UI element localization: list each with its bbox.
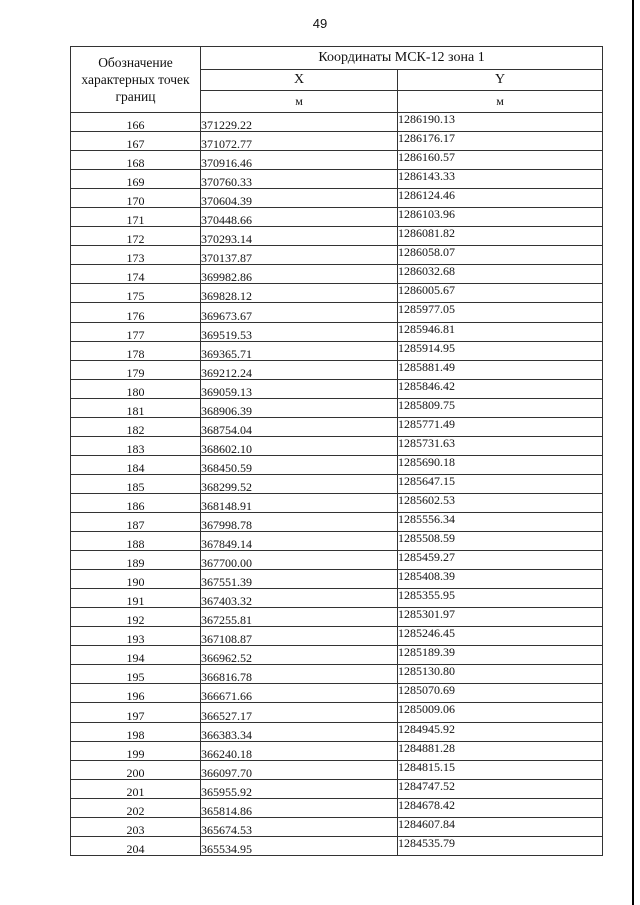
x-coordinate-cell: 369519.53	[201, 322, 398, 341]
point-cell: 184	[71, 455, 201, 474]
x-coordinate-cell: 369365.71	[201, 341, 398, 360]
x-coordinate-cell: 366816.78	[201, 665, 398, 684]
table-row	[71, 113, 603, 132]
point-cell: 166	[71, 113, 201, 132]
y-coordinate-cell: 1285459.27	[398, 551, 603, 570]
table-row	[71, 608, 603, 627]
x-coordinate-cell: 371072.77	[201, 132, 398, 151]
y-coordinate-cell: 1285355.95	[398, 589, 603, 608]
y-coordinate-cell: 1286176.17	[398, 132, 603, 151]
y-coordinate-cell: 1285408.39	[398, 570, 603, 589]
x-coordinate-cell: 368450.59	[201, 455, 398, 474]
point-cell: 173	[71, 246, 201, 265]
point-cell: 185	[71, 474, 201, 493]
x-coordinate-cell: 367255.81	[201, 608, 398, 627]
y-coordinate-cell: 1285246.45	[398, 627, 603, 646]
x-coordinate-cell: 367998.78	[201, 512, 398, 531]
x-coordinate-cell: 369673.67	[201, 303, 398, 322]
point-cell: 202	[71, 798, 201, 817]
point-cell: 190	[71, 570, 201, 589]
y-coordinate-cell: 1285009.06	[398, 703, 603, 722]
table-row	[71, 360, 603, 379]
y-coordinate-cell: 1286143.33	[398, 170, 603, 189]
table-row	[71, 532, 603, 551]
y-coordinate-cell: 1284881.28	[398, 741, 603, 760]
x-coordinate-cell: 371229.22	[201, 113, 398, 132]
x-coordinate-cell: 366097.70	[201, 760, 398, 779]
point-cell: 180	[71, 379, 201, 398]
y-coordinate-cell: 1286081.82	[398, 227, 603, 246]
table-row	[71, 151, 603, 170]
table-row	[71, 265, 603, 284]
header-x-label: X	[201, 70, 398, 91]
x-coordinate-cell: 365534.95	[201, 836, 398, 855]
header-x-unit: м	[201, 91, 398, 113]
y-coordinate-cell: 1285189.39	[398, 646, 603, 665]
table-row	[71, 512, 603, 531]
x-coordinate-cell: 370293.14	[201, 227, 398, 246]
x-coordinate-cell: 367849.14	[201, 532, 398, 551]
point-cell: 193	[71, 627, 201, 646]
table-row	[71, 646, 603, 665]
x-coordinate-cell: 366671.66	[201, 684, 398, 703]
y-coordinate-cell: 1285771.49	[398, 417, 603, 436]
x-coordinate-cell: 370916.46	[201, 151, 398, 170]
y-coordinate-cell: 1286032.68	[398, 265, 603, 284]
x-coordinate-cell: 368148.91	[201, 493, 398, 512]
table-row	[71, 798, 603, 817]
table-row	[71, 741, 603, 760]
y-coordinate-cell: 1286103.96	[398, 208, 603, 227]
point-cell: 183	[71, 436, 201, 455]
point-cell: 198	[71, 722, 201, 741]
point-cell: 195	[71, 665, 201, 684]
point-cell: 188	[71, 532, 201, 551]
x-coordinate-cell: 370137.87	[201, 246, 398, 265]
point-cell: 201	[71, 779, 201, 798]
x-coordinate-cell: 370448.66	[201, 208, 398, 227]
x-coordinate-cell: 367700.00	[201, 551, 398, 570]
point-cell: 170	[71, 189, 201, 208]
y-coordinate-cell: 1284945.92	[398, 722, 603, 741]
y-coordinate-cell: 1285690.18	[398, 455, 603, 474]
table-row	[71, 703, 603, 722]
table-row	[71, 836, 603, 855]
point-cell: 191	[71, 589, 201, 608]
point-cell: 168	[71, 151, 201, 170]
y-coordinate-cell: 1284678.42	[398, 798, 603, 817]
table-row	[71, 341, 603, 360]
y-coordinate-cell: 1285647.15	[398, 474, 603, 493]
y-coordinate-cell: 1285602.53	[398, 493, 603, 512]
y-coordinate-cell: 1286005.67	[398, 284, 603, 303]
table-row	[71, 208, 603, 227]
point-cell: 187	[71, 512, 201, 531]
table-row	[71, 627, 603, 646]
y-coordinate-cell: 1286058.07	[398, 246, 603, 265]
y-coordinate-cell: 1284747.52	[398, 779, 603, 798]
point-cell: 178	[71, 341, 201, 360]
header-designation: Обозначение характерных точек границ	[71, 47, 201, 113]
point-cell: 177	[71, 322, 201, 341]
table-row	[71, 284, 603, 303]
x-coordinate-cell: 365814.86	[201, 798, 398, 817]
y-coordinate-cell: 1285731.63	[398, 436, 603, 455]
x-coordinate-cell: 369059.13	[201, 379, 398, 398]
point-cell: 179	[71, 360, 201, 379]
y-coordinate-cell: 1285070.69	[398, 684, 603, 703]
x-coordinate-cell: 368906.39	[201, 398, 398, 417]
table-row	[71, 493, 603, 512]
x-coordinate-cell: 369212.24	[201, 360, 398, 379]
y-coordinate-cell: 1285946.81	[398, 322, 603, 341]
table-row	[71, 227, 603, 246]
point-cell: 186	[71, 493, 201, 512]
page-edge-line	[632, 0, 634, 905]
table-row	[71, 570, 603, 589]
point-cell: 175	[71, 284, 201, 303]
point-cell: 192	[71, 608, 201, 627]
table-row	[71, 170, 603, 189]
point-cell: 204	[71, 836, 201, 855]
x-coordinate-cell: 368602.10	[201, 436, 398, 455]
point-cell: 172	[71, 227, 201, 246]
table-row	[71, 398, 603, 417]
table-row	[71, 684, 603, 703]
x-coordinate-cell: 367108.87	[201, 627, 398, 646]
table-row	[71, 322, 603, 341]
page-number: 49	[312, 16, 328, 31]
y-coordinate-cell: 1285977.05	[398, 303, 603, 322]
header-y-label: Y	[398, 70, 603, 91]
x-coordinate-cell: 366527.17	[201, 703, 398, 722]
point-cell: 181	[71, 398, 201, 417]
table-row	[71, 665, 603, 684]
x-coordinate-cell: 370604.39	[201, 189, 398, 208]
table-row	[71, 760, 603, 779]
point-cell: 203	[71, 817, 201, 836]
header-y-unit: м	[398, 91, 603, 113]
point-cell: 169	[71, 170, 201, 189]
table-row	[71, 379, 603, 398]
y-coordinate-cell: 1284535.79	[398, 836, 603, 855]
point-cell: 196	[71, 684, 201, 703]
y-coordinate-cell: 1285809.75	[398, 398, 603, 417]
point-cell: 176	[71, 303, 201, 322]
x-coordinate-cell: 369982.86	[201, 265, 398, 284]
y-coordinate-cell: 1286190.13	[398, 113, 603, 132]
table-row	[71, 417, 603, 436]
table-body	[71, 113, 603, 856]
point-cell: 174	[71, 265, 201, 284]
table-row	[71, 551, 603, 570]
table-row	[71, 436, 603, 455]
table-row	[71, 189, 603, 208]
y-coordinate-cell: 1285914.95	[398, 341, 603, 360]
x-coordinate-cell: 365955.92	[201, 779, 398, 798]
x-coordinate-cell: 366240.18	[201, 741, 398, 760]
x-coordinate-cell: 370760.33	[201, 170, 398, 189]
point-cell: 189	[71, 551, 201, 570]
coordinates-table	[70, 46, 603, 856]
x-coordinate-cell: 366383.34	[201, 722, 398, 741]
table-row	[71, 246, 603, 265]
x-coordinate-cell: 369828.12	[201, 284, 398, 303]
x-coordinate-cell: 367551.39	[201, 570, 398, 589]
table-row	[71, 132, 603, 151]
y-coordinate-cell: 1284607.84	[398, 817, 603, 836]
point-cell: 199	[71, 741, 201, 760]
table-row	[71, 455, 603, 474]
x-coordinate-cell: 368754.04	[201, 417, 398, 436]
y-coordinate-cell: 1285846.42	[398, 379, 603, 398]
x-coordinate-cell: 366962.52	[201, 646, 398, 665]
point-cell: 197	[71, 703, 201, 722]
point-cell: 167	[71, 132, 201, 151]
table-row	[71, 779, 603, 798]
table-row	[71, 589, 603, 608]
y-coordinate-cell: 1285508.59	[398, 532, 603, 551]
y-coordinate-cell: 1285130.80	[398, 665, 603, 684]
y-coordinate-cell: 1285301.97	[398, 608, 603, 627]
y-coordinate-cell: 1285881.49	[398, 360, 603, 379]
y-coordinate-cell: 1284815.15	[398, 760, 603, 779]
y-coordinate-cell: 1285556.34	[398, 512, 603, 531]
y-coordinate-cell: 1286124.46	[398, 189, 603, 208]
x-coordinate-cell: 365674.53	[201, 817, 398, 836]
table-row	[71, 303, 603, 322]
table-row	[71, 722, 603, 741]
table-row	[71, 817, 603, 836]
x-coordinate-cell: 368299.52	[201, 474, 398, 493]
point-cell: 194	[71, 646, 201, 665]
x-coordinate-cell: 367403.32	[201, 589, 398, 608]
point-cell: 171	[71, 208, 201, 227]
point-cell: 200	[71, 760, 201, 779]
header-coordinates-title: Координаты МСК-12 зона 1	[201, 47, 603, 70]
table-row	[71, 474, 603, 493]
point-cell: 182	[71, 417, 201, 436]
y-coordinate-cell: 1286160.57	[398, 151, 603, 170]
